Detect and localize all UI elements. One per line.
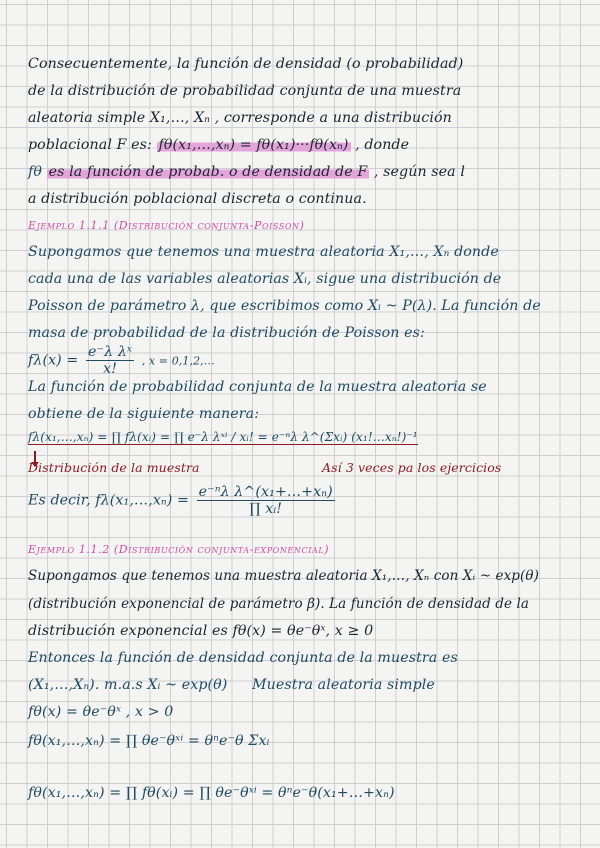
- highlighted-formula: fθ(x₁,…,xₙ) = fθ(x₁)···fθ(xₙ): [158, 137, 349, 153]
- fraction-denominator: x!: [103, 361, 117, 377]
- example-title: Ejemplo 1.1.1 (Distribución conjunta-Poisson): [28, 219, 305, 232]
- text-line: de la distribución de probabilidad conjunta de una muestra: [28, 83, 462, 99]
- formula-line: [28, 484, 338, 517]
- text-line: Supongamos que tenemos una muestra aleatoria X₁,…, Xₙ con Xᵢ ~ exp(θ): [28, 568, 540, 584]
- text-line: [28, 137, 409, 153]
- fraction: [86, 344, 134, 377]
- text-line: La función de probabilidad conjunta de la muestra aleatoria se: [28, 379, 487, 395]
- text-line: [28, 164, 465, 180]
- fraction-denominator: ∏ xᵢ!: [249, 501, 283, 517]
- example-title: Ejemplo 1.1.2 (Distribución conjunta-exponencial): [28, 543, 330, 556]
- text-segment: , donde: [355, 137, 410, 153]
- text-line: obtiene de la siguiente manera:: [28, 406, 260, 422]
- text-line: Poisson de parámetro λ, que escribimos como Xᵢ ~ P(λ). La función de: [28, 298, 541, 314]
- text-segment: Muestra aleatoria simple: [252, 677, 435, 693]
- text-line: distribución exponencial es fθ(x) = θe⁻θˣ, x ≥ 0: [28, 623, 374, 639]
- text-line: a distribución poblacional discreta o continua.: [28, 191, 367, 207]
- text-line: Consecuentemente, la función de densidad (o probabilidad): [28, 56, 464, 72]
- annotation-right: Así 3 veces pa los ejercicios: [322, 460, 502, 475]
- highlighted-text: es la función de probab. o de densidad de F: [48, 164, 368, 180]
- text-segment: poblacional F es:: [28, 137, 152, 153]
- annotation-left: Distribución de la muestra: [28, 460, 200, 475]
- text-line: Supongamos que tenemos una muestra aleatoria X₁,…, Xₙ donde: [28, 244, 499, 260]
- text-line: cada una de las variables aleatorias Xᵢ, sigue una distribución de: [28, 271, 502, 287]
- text-line: aleatoria simple X₁,…, Xₙ , corresponde a una distribución: [28, 110, 452, 126]
- fraction: [197, 484, 335, 517]
- text-line: masa de probabilidad de la distribución de Poisson es:: [28, 325, 425, 341]
- formula-line: [28, 344, 215, 377]
- text-line: Entonces la función de densidad conjunta de la muestra es: [28, 650, 458, 666]
- fraction-numerator: e⁻ⁿλ λ^(x₁+…+xₙ): [198, 484, 333, 500]
- formula-lhs: Es decir, fλ(x₁,…,xₙ) =: [28, 492, 190, 509]
- text-segment: (X₁,…,Xₙ). m.a.s Xᵢ ~ exp(θ): [28, 677, 228, 693]
- formula-line: fθ(x) = θe⁻θˣ , x > 0: [28, 704, 174, 720]
- formula-line: fθ(x₁,…,xₙ) = ∏ fθ(xᵢ) = ∏ θe⁻θˣⁱ = θⁿe⁻θ(x₁+…+xₙ): [28, 785, 395, 801]
- formula-lhs: fλ(x) =: [28, 352, 79, 369]
- text-line: [28, 677, 435, 693]
- text-line: (distribución exponencial de parámetro β). La función de densidad de la: [28, 596, 530, 612]
- formula-rhs: , x = 0,1,2,…: [141, 354, 215, 368]
- formula-line: fθ(x₁,…,xₙ) = ∏ θe⁻θˣⁱ = θⁿe⁻θ Σxᵢ: [28, 733, 270, 749]
- formula: fλ(x₁,…,xₙ) = ∏ fλ(xᵢ) = ∏ e⁻λ λˣⁱ / xᵢ! = e⁻ⁿλ λ^(Σxᵢ) (x₁!…xₙ!)⁻¹: [28, 430, 418, 444]
- fraction-numerator: e⁻λ λˣ: [88, 344, 133, 360]
- formula-line: [28, 430, 418, 444]
- text-segment: , según sea l: [373, 164, 465, 180]
- text-segment: fθ: [28, 164, 42, 180]
